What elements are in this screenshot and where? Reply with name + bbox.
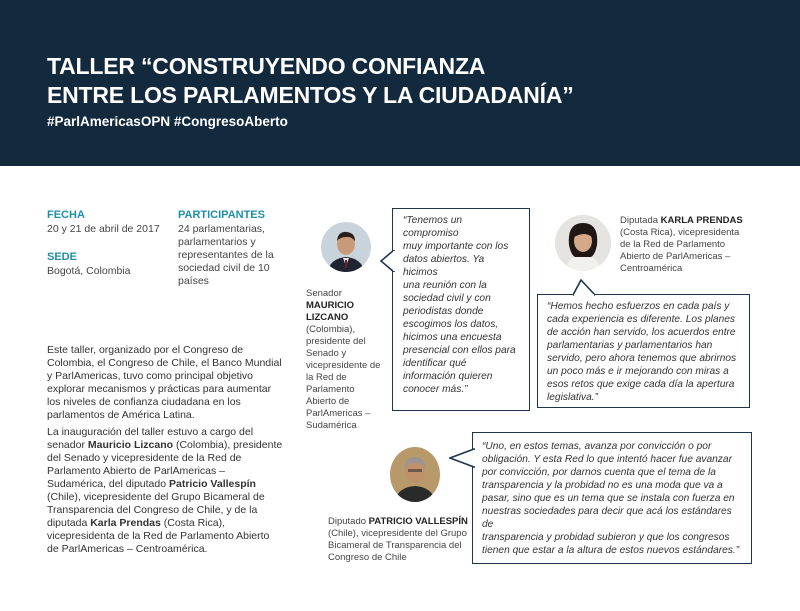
quote-line: pasar, sino que es un tema que se instala con fuerza en <box>482 493 735 504</box>
prendas-photo <box>555 215 611 271</box>
participantes-label: PARTICIPANTES <box>178 209 265 221</box>
quote-line: periodistas donde <box>403 306 484 317</box>
quote-line: identificar qué <box>403 358 467 369</box>
intro-line: parlamentos de América Latina. <box>47 409 195 421</box>
lizcano-caption <box>306 288 396 432</box>
header-banner <box>0 0 800 166</box>
vallespin-quote-pointer <box>449 447 475 469</box>
intro-line: los niveles de confianza ciudadana en los <box>47 396 241 408</box>
quote-line: escogimos los datos, <box>403 319 499 330</box>
sede-value: Bogotá, Colombia <box>47 265 131 277</box>
text: (Costa Rica), <box>160 517 226 529</box>
caption-line: Congreso de Chile <box>328 552 407 563</box>
lizcano-quote-pointer <box>380 250 396 272</box>
inauguration-line: Parlamento Abierto de ParlAmericas – <box>47 465 226 477</box>
name-lizcano: Mauricio Lizcano <box>87 439 174 451</box>
text: senador <box>47 439 88 451</box>
hashtags: #ParlAmericasOPN #CongresoAberto <box>47 114 288 129</box>
prendas-caption <box>620 215 780 275</box>
caption-line: de la Red de Parlamento <box>620 239 726 250</box>
name-prendas: Karla Prendas <box>90 517 161 529</box>
quote-line: parlamentarias y parlamentarios han <box>547 340 713 351</box>
quote-line: muy importante con los <box>403 241 509 252</box>
inauguration-line <box>47 517 282 530</box>
lizcano-name: MAURICIO <box>306 300 355 311</box>
quote-line: esos retos que exige cada día la apertura <box>547 379 735 390</box>
quote-line: conocer más.” <box>403 384 468 395</box>
inauguration-line: vicepresidenta de la Red de Parlamento Abierto <box>47 530 270 542</box>
inauguration-line: de ParlAmericas – Centroamérica. <box>47 543 208 555</box>
prendas-role: Diputada <box>620 215 661 226</box>
text: Sudamérica, del diputado <box>47 478 169 490</box>
lizcano-photo <box>321 222 371 272</box>
quote-line: “Uno, en estos temas, avanza por convicción o por <box>482 441 712 452</box>
vallespin-photo <box>390 447 440 502</box>
prendas-quote-box <box>537 294 750 408</box>
title-line-2: ENTRE LOS PARLAMENTOS Y LA CIUDADANÍA” <box>47 82 574 108</box>
intro-line: y ParlAmericas, tuvo como principal objetivo <box>47 370 254 382</box>
vallespin-quote-box <box>472 432 752 564</box>
quote-line: datos abiertos. Ya hicimos <box>403 254 485 278</box>
participantes-value <box>178 223 274 288</box>
caption-line: la Red de <box>306 372 347 383</box>
inauguration-line <box>47 439 282 452</box>
intro-paragraph <box>47 344 282 422</box>
caption-line: ParlAmericas – <box>306 408 371 419</box>
lizcano-role: Senador <box>306 288 342 299</box>
caption-line: vicepresidente de <box>306 360 381 371</box>
lizcano-name: LIZCANO <box>306 312 349 323</box>
caption-line: Senado y <box>306 348 347 359</box>
quote-line: presencial con ellos para <box>403 345 516 356</box>
quote-line: un poco más e ir mejorando con miras a <box>547 366 729 377</box>
page-title <box>47 52 574 110</box>
title-line-1: TALLER “CONSTRUYENDO CONFIANZA <box>47 53 486 79</box>
caption-line: Parlamento <box>306 384 355 395</box>
participantes-line: países <box>178 275 209 287</box>
caption-line: Abierto de <box>306 396 350 407</box>
intro-line: Colombia, el Congreso de Chile, el Banco Mundial <box>47 357 282 369</box>
inauguration-line: del Senado y vicepresidente de la Red de <box>47 452 242 464</box>
participantes-line: representantes de la <box>178 249 274 261</box>
quote-line: cada experiencia es diferente. Los planes <box>547 314 736 325</box>
quote-line: “Tenemos un compromiso <box>403 215 463 239</box>
participantes-line: sociedad civil de 10 <box>178 262 270 274</box>
quote-line: nuestras sociedades para decir que acá los estándares de <box>482 506 732 530</box>
caption-line: (Colombia), <box>306 324 356 335</box>
vallespin-role: Diputado <box>328 516 369 527</box>
inauguration-line <box>47 478 282 491</box>
inauguration-line: (Chile), vicepresidente del Grupo Bicameral de <box>47 491 265 503</box>
quote-line: legislativa.” <box>547 392 598 403</box>
quote-line: sociedad civil y con <box>403 293 491 304</box>
quote-line: obligación. Y esta Red lo que intentó hacer fue avanzar <box>482 454 732 465</box>
inauguration-paragraph <box>47 426 282 556</box>
caption-line: (Chile), vicepresidente del Grupo <box>328 528 467 539</box>
quote-line: “Hemos hecho esfuerzos en cada país y <box>547 301 730 312</box>
caption-line: (Costa Rica), vicepresidenta <box>620 227 740 238</box>
quote-line: hicimos una encuesta <box>403 332 502 343</box>
caption-line: Bicameral de Transparencia del <box>328 540 462 551</box>
vallespin-name: PATRICIO VALLESPÍN <box>368 516 468 527</box>
lizcano-quote-box <box>392 208 530 411</box>
prendas-name: KARLA PRENDAS <box>660 215 743 226</box>
quote-line: de acción han servido, los acuerdos entre <box>547 327 736 338</box>
caption-line: presidente del <box>306 336 366 347</box>
text: diputada <box>47 517 91 529</box>
quote-line: servido, pero ahora tenemos que abrirnos <box>547 353 737 364</box>
intro-line: Este taller, organizado por el Congreso de <box>47 344 244 356</box>
caption-line: Centroamérica <box>620 263 683 274</box>
quote-line: información quieren <box>403 371 493 382</box>
sede-label: SEDE <box>47 251 77 263</box>
quote-line: transparencia y probidad subieron y que los congresos <box>482 532 730 543</box>
quote-line: por convicción, por darnos cuenta que el tema de la <box>482 467 716 478</box>
participantes-line: 24 parlamentarias, <box>178 223 265 235</box>
intro-line: explorar mecanismos y prácticas para aumentar <box>47 383 272 395</box>
quote-line: una reunión con la <box>403 280 487 291</box>
inauguration-line: La inauguración del taller estuvo a cargo del <box>47 426 254 438</box>
caption-line: Abierto de ParlAmericas – <box>620 251 731 262</box>
name-vallespin: Patricio Vallespín <box>169 478 256 490</box>
caption-line: Sudamérica <box>306 420 357 431</box>
vallespin-caption <box>328 516 478 564</box>
fecha-label: FECHA <box>47 209 85 221</box>
participantes-line: parlamentarios y <box>178 236 256 248</box>
quote-line: transparencia y la probidad no es una moda que va a <box>482 480 723 491</box>
prendas-quote-pointer <box>573 279 595 296</box>
quote-line: tienen que estar a la altura de estos nuevos estándares.” <box>482 545 740 556</box>
text: (Colombia), presidente <box>173 439 283 451</box>
fecha-value: 20 y 21 de abril de 2017 <box>47 223 160 235</box>
inauguration-line: Transparencia del Congreso de Chile, y de la <box>47 504 258 516</box>
